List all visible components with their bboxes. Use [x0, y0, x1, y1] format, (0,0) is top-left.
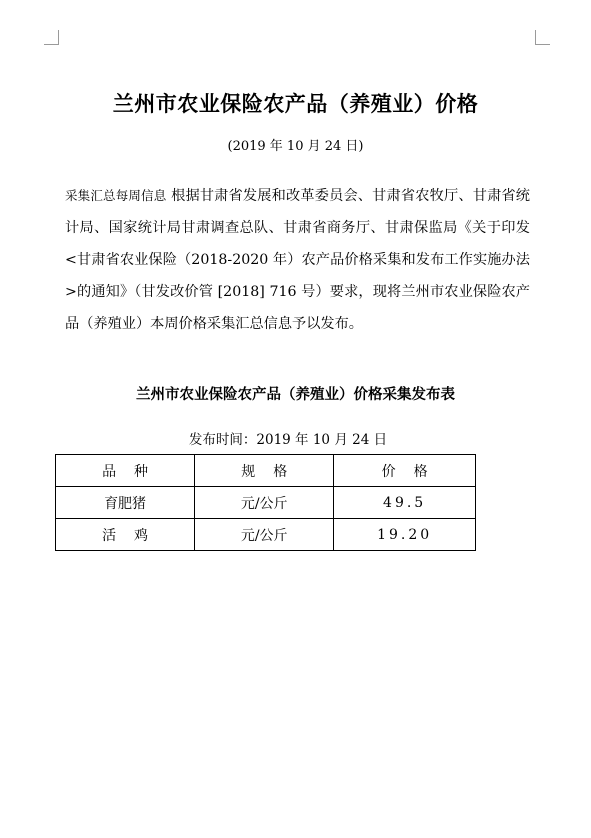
- body-paragraph: [65, 180, 530, 340]
- header-price: 价格: [334, 455, 476, 487]
- cell-spec: 元/公斤: [195, 519, 334, 551]
- publish-time: 发布时间：2019 年 10 月 24 日: [188, 432, 388, 448]
- cell-variety: 育肥猪: [56, 487, 195, 519]
- cell-price: 49.5: [334, 487, 476, 519]
- cell-price: 19.20: [334, 519, 476, 551]
- table-row: [56, 487, 476, 519]
- body-prefix: 采集汇总每周信息: [65, 188, 167, 203]
- table-header-row: [56, 455, 476, 487]
- table-row: [56, 519, 476, 551]
- body-text: 根据甘肃省发展和改革委员会、甘肃省农牧厅、甘肃省统计局、国家统计局甘肃调查总队、甘肃省商务厅、甘肃保监局《关于印发<甘肃省农业保险（2018-2020 年）农产品价格采集和发布工作实施办法>的通知》（甘发改价管 [2018] 716 号）要求，现将兰州市农业保险农产品（养殖业）本周价格采集汇总信息予以发布。: [65, 188, 530, 332]
- table-title: 兰州市农业保险农产品（养殖业）价格采集发布表: [136, 387, 455, 403]
- page-corner-mark-left: [44, 30, 59, 45]
- header-spec: 规格: [195, 455, 334, 487]
- header-variety: 品种: [56, 455, 195, 487]
- page-corner-mark-right: [535, 30, 550, 45]
- cell-spec: 元/公斤: [195, 487, 334, 519]
- cell-variety: 活鸡: [56, 519, 195, 551]
- price-table: [55, 454, 476, 551]
- document-date: (2019 年 10 月 24 日): [227, 139, 364, 154]
- document-title: 兰州市农业保险农产品（养殖业）价格: [112, 91, 479, 116]
